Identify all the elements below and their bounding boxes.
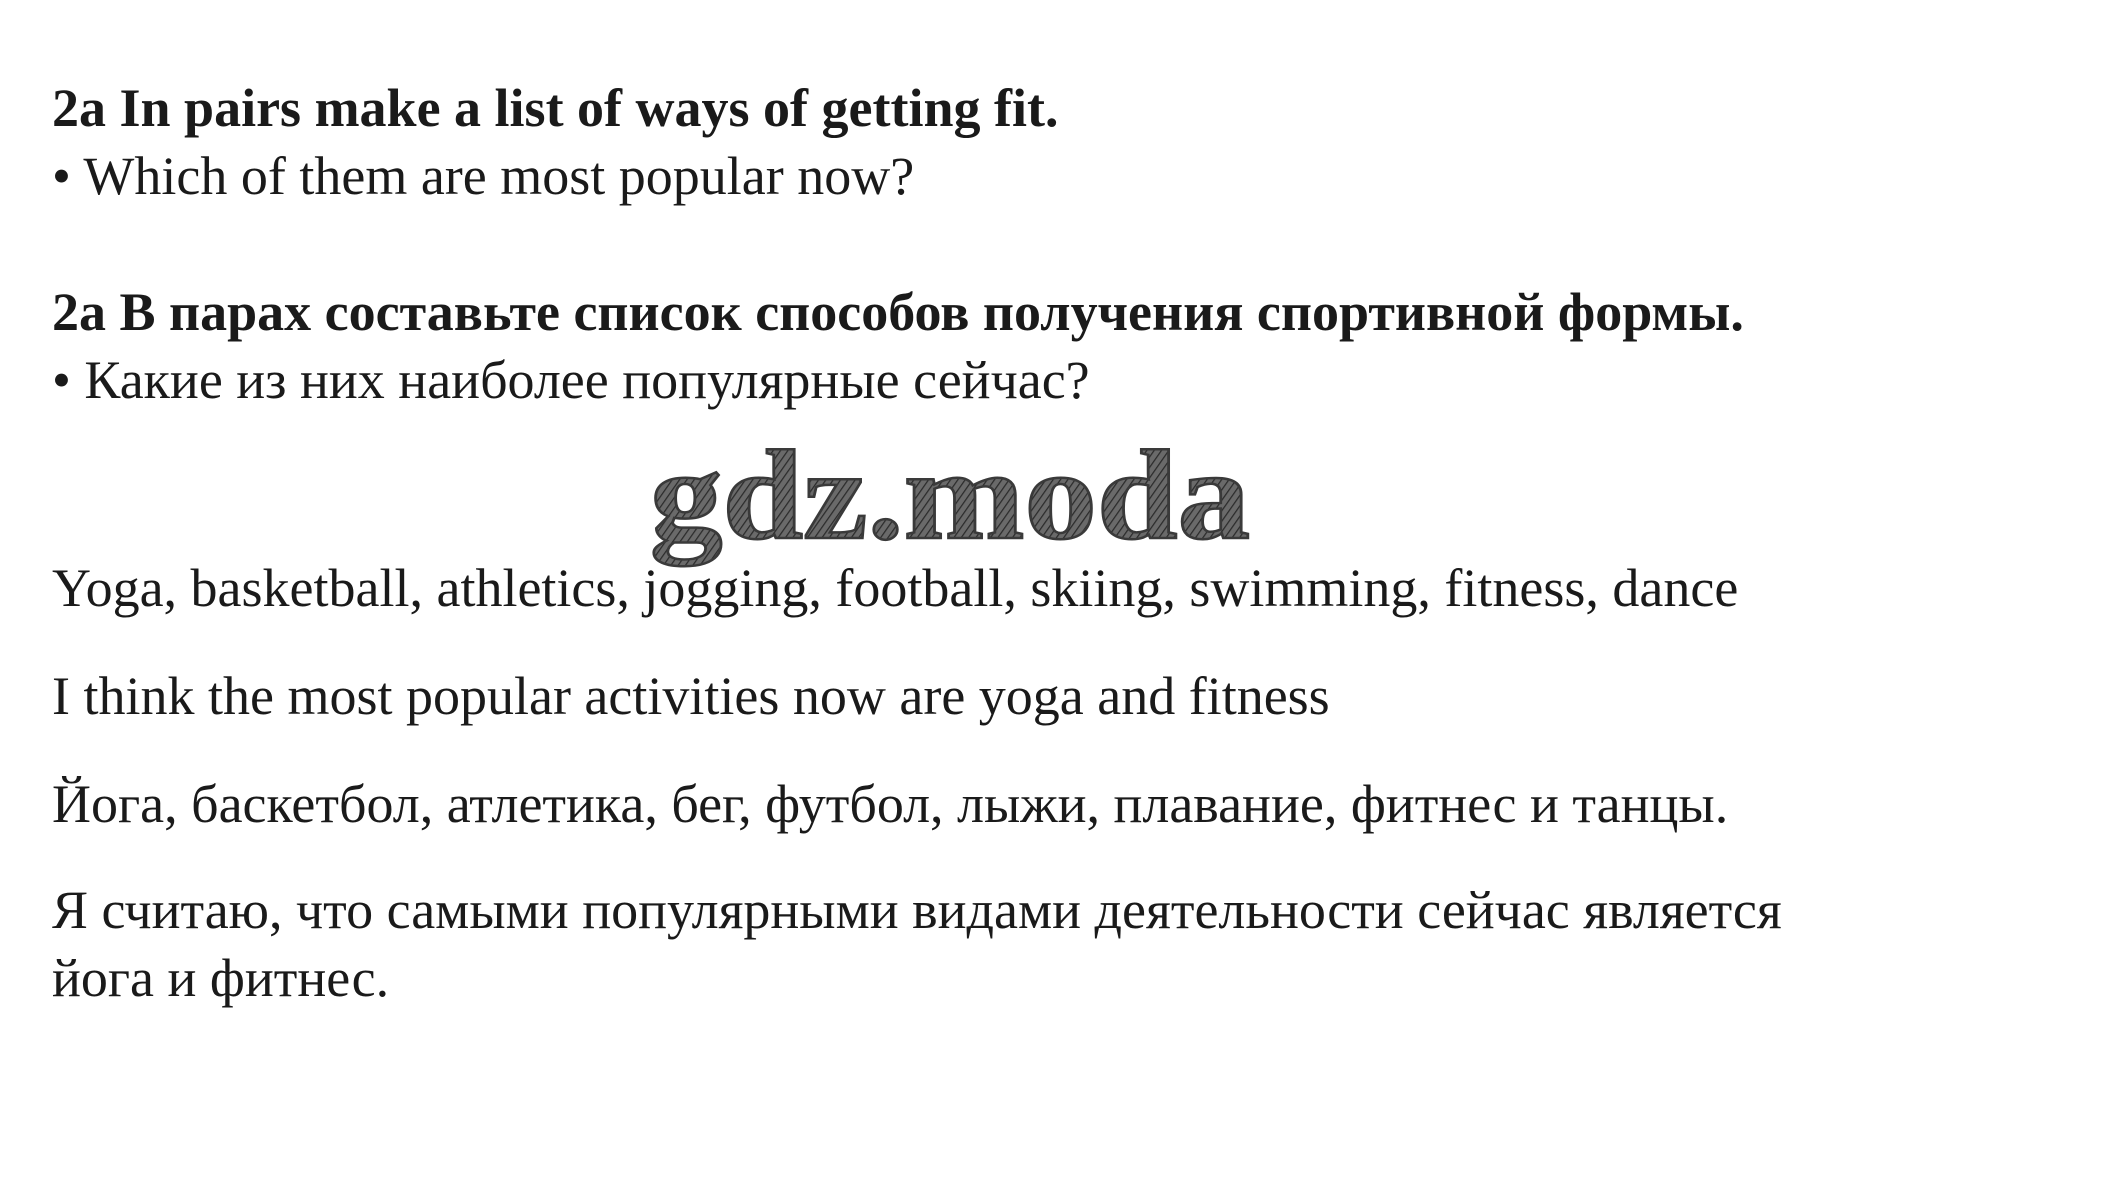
answer-opinion-english: I think the most popular activities now are yoga and fitness <box>52 666 1330 726</box>
exercise-heading-russian: 2a В парах составьте список способов получения спортивной формы. <box>52 282 1744 342</box>
answer-opinion-russian-line-2: йога и фитнес. <box>52 948 390 1008</box>
answer-opinion-russian-line-1: Я считаю, что самыми популярными видами деятельности сейчас является <box>52 880 1782 940</box>
watermark-text: gdz.moda <box>650 424 1250 566</box>
answer-list-russian: Йога, баскетбол, атлетика, бег, футбол, лыжи, плавание, фитнес и танцы. <box>52 774 1729 834</box>
exercise-question-english: • Which of them are most popular now? <box>52 146 915 206</box>
exercise-question-russian: • Какие из них наиболее популярные сейчас? <box>52 350 1090 410</box>
exercise-heading-english: 2a In pairs make a list of ways of getting fit. <box>52 78 1059 138</box>
answer-list-english: Yoga, basketball, athletics, jogging, football, skiing, swimming, fitness, dance <box>52 558 1739 618</box>
watermark-logo <box>640 420 1260 570</box>
